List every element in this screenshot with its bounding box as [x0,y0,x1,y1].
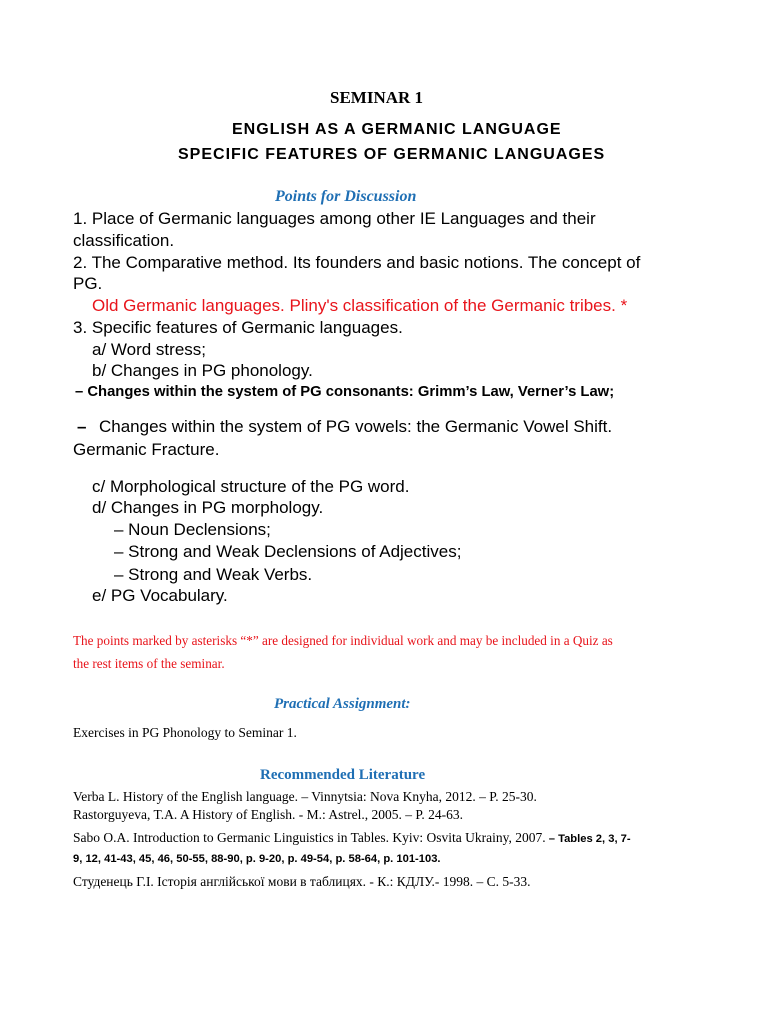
consonant-changes: – Changes within the system of PG consonants: Grimm’s Law, Verner’s Law; [75,384,615,400]
vowel-changes-dash: – [77,417,87,436]
asterisk-note-line-2: the rest items of the seminar. [73,656,225,671]
literature-item-3-main: Sabo O.A. Introduction to Germanic Linguistics in Tables. Kyiv: Osvita Ukrainy, 2007. [73,830,546,845]
point-3-a: a/ Word stress; [92,340,206,359]
asterisk-note-line-1: The points marked by asterisks “*” are designed for individual work and may be included in a Quiz as [73,633,613,648]
point-2-line-2: PG. [73,274,103,293]
practical-text: Exercises in PG Phonology to Seminar 1. [73,725,297,740]
point-3-e: e/ PG Vocabulary. [92,586,228,605]
literature-item-3-pages: 9, 12, 41-43, 45, 46, 50-55, 88-90, p. 9-20, p. 49-54, p. 58-64, p. 101-103. [73,853,441,865]
point-1-line-1: 1. Place of Germanic languages among other IE Languages and their [73,209,596,228]
main-title: ENGLISH AS A GERMANIC LANGUAGE [232,121,562,138]
vowel-changes-line-1: Changes within the system of PG vowels: the Germanic Vowel Shift. [99,417,613,436]
point-3: 3. Specific features of Germanic languages. [73,318,403,337]
seminar-number: SEMINAR 1 [330,88,424,107]
point-2-line-1: 2. The Comparative method. Its founders and basic notions. The concept of [73,253,641,272]
literature-item-3-tables: – Tables 2, 3, 7- [545,833,631,845]
point-3-b: b/ Changes in PG phonology. [92,361,313,380]
vowel-changes-line-2: Germanic Fracture. [73,440,220,459]
noun-declensions: – Noun Declensions; [114,520,271,539]
literature-item-3 [73,829,631,847]
subtitle: SPECIFIC FEATURES OF GERMANIC LANGUAGES [178,146,606,163]
point-1-line-2: classification. [73,231,175,250]
practical-heading: Practical Assignment: [274,696,411,712]
adjective-declensions: – Strong and Weak Declensions of Adjectives; [114,542,462,561]
literature-heading: Recommended Literature [260,767,426,783]
literature-item-2: Rastorguyeva, T.A. A History of English. - M.: Astrel., 2005. – P. 24-63. [73,807,463,822]
literature-item-1: Verba L. History of the English language. – Vinnytsia: Nova Knyha, 2012. – P. 25-30. [73,789,537,804]
point-3-c: c/ Morphological structure of the PG word. [92,477,410,496]
point-2-individual-work: Old Germanic languages. Pliny's classification of the Germanic tribes. * [92,296,628,315]
literature-item-4: Студенець Г.І. Історія англійської мови в таблицях. - К.: КДЛУ.- 1998. – С. 5-33. [73,874,531,889]
strong-weak-verbs: – Strong and Weak Verbs. [114,565,313,584]
point-3-d: d/ Changes in PG morphology. [92,498,324,517]
points-heading: Points for Discussion [275,188,417,205]
